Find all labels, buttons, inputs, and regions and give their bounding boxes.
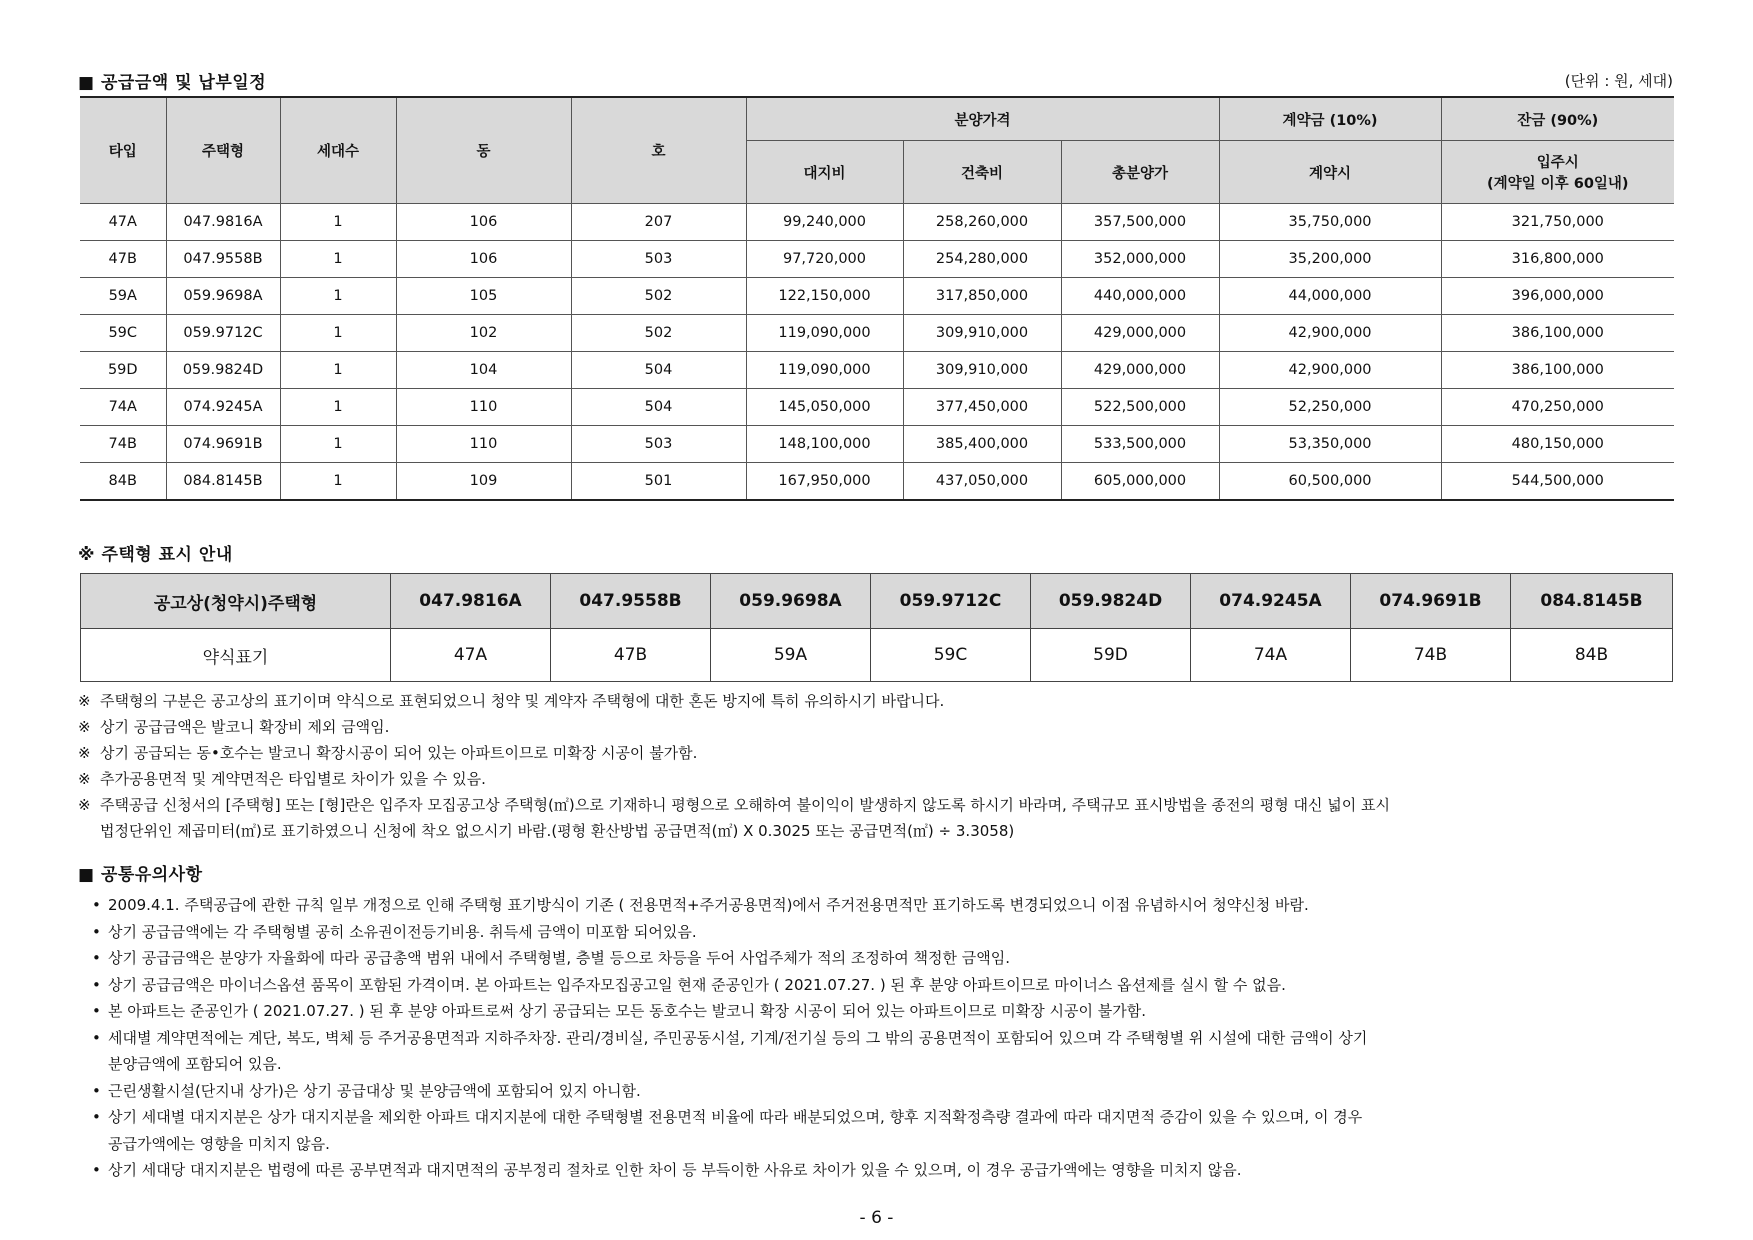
list-item-text: 본 아파트는 준공인가 ( 2021.07.27. ) 된 후 분양 아파트로써 상기 공급되는 모든 동호수는 발코니 확장 시공이 되어 있는 아파트이므로 미확장 시공이 불가함. (108, 1002, 1146, 1020)
header-balance-sub (1441, 141, 1674, 204)
cell-total: 533,500,000 (1061, 426, 1219, 463)
cell-households: 1 (280, 204, 396, 241)
cell-ho: 502 (571, 278, 746, 315)
cell-ho: 501 (571, 463, 746, 501)
cell-building: 385,400,000 (903, 426, 1061, 463)
list-item-text: 상기 공급금액은 마이너스옵션 품목이 포함된 가격이며. 본 아파트는 입주자모집공고일 현재 준공인가 ( 2021.07.27. ) 된 후 분양 아파트이므로 마이너스 옵션제를 실시 할 수 없음. (108, 975, 1286, 994)
cell-dong: 104 (396, 352, 571, 389)
cell-housing: 059.9698A (166, 278, 280, 315)
cell-total: 429,000,000 (1061, 315, 1219, 352)
cell-households: 1 (280, 426, 396, 463)
supply-price-table (80, 96, 1674, 501)
cell-total: 429,000,000 (1061, 352, 1219, 389)
cell-deposit: 35,200,000 (1219, 241, 1441, 278)
supply-price-title: ■ 공급금액 및 납부일정 (78, 73, 267, 93)
guide-short-cell: 47A (391, 629, 551, 682)
guide-short-cell: 74B (1351, 629, 1511, 682)
cell-balance: 386,100,000 (1441, 315, 1674, 352)
list-item-text: 공급가액에는 영향을 미치지 않음. (108, 1134, 330, 1153)
guide-short-cell: 59D (1031, 629, 1191, 682)
list-item (92, 1078, 1677, 1105)
cell-building: 437,050,000 (903, 463, 1061, 501)
cell-households: 1 (280, 278, 396, 315)
header-households: 세대수 (280, 97, 396, 204)
bullet: • (92, 896, 101, 914)
header-dong: 동 (396, 97, 571, 204)
guide-full-cell: 059.9824D (1031, 574, 1191, 629)
cell-ho: 504 (571, 352, 746, 389)
note-text: 주택형의 구분은 공고상의 표기이며 약식으로 표현되었으니 청약 및 계약자 주택형에 대한 혼돈 방지에 특히 유의하시기 바랍니다. (100, 692, 945, 710)
guide-full-cell: 074.9691B (1351, 574, 1511, 629)
cell-total: 357,500,000 (1061, 204, 1219, 241)
cell-land: 148,100,000 (746, 426, 903, 463)
cell-deposit: 42,900,000 (1219, 352, 1441, 389)
guide-full-cell: 059.9698A (711, 574, 871, 629)
list-item-text: 근린생활시설(단지내 상가)은 상기 공급대상 및 분양금액에 포함되어 있지 아니함. (108, 1081, 641, 1100)
list-item-cont (92, 1131, 1677, 1158)
header-price-group: 분양가격 (746, 97, 1219, 141)
list-item-text: 상기 공급금액에는 각 주택형별 공히 소유권이전등기비용. 취득세 금액이 미포함 되어있음. (108, 922, 697, 941)
cell-type: 74A (80, 389, 166, 426)
header-housing-type: 주택형 (166, 97, 280, 204)
common-notes-list (92, 892, 1677, 1184)
cell-type: 84B (80, 463, 166, 501)
note-text: 상기 공급금액은 발코니 확장비 제외 금액임. (100, 718, 390, 736)
header-deposit-group: 계약금 (10%) (1219, 97, 1441, 141)
bullet: • (92, 922, 101, 941)
cell-households: 1 (280, 352, 396, 389)
guide-header-short: 약식표기 (81, 629, 391, 682)
cell-housing: 059.9824D (166, 352, 280, 389)
cell-deposit: 42,900,000 (1219, 315, 1441, 352)
table-row (80, 241, 1674, 278)
cell-balance: 386,100,000 (1441, 352, 1674, 389)
cell-households: 1 (280, 315, 396, 352)
bullet: • (92, 1002, 101, 1020)
note-item (78, 688, 1678, 714)
cell-land: 167,950,000 (746, 463, 903, 501)
header-balance-sub-line1: 입주시 (1536, 155, 1579, 171)
note-item (78, 740, 1678, 766)
guide-full-cell: 084.8145B (1511, 574, 1673, 629)
header-ho: 호 (571, 97, 746, 204)
cell-dong: 106 (396, 241, 571, 278)
cell-balance: 321,750,000 (1441, 204, 1674, 241)
cell-type: 47B (80, 241, 166, 278)
header-land: 대지비 (746, 141, 903, 204)
cell-land: 122,150,000 (746, 278, 903, 315)
table-row (80, 204, 1674, 241)
cell-dong: 109 (396, 463, 571, 501)
cell-deposit: 60,500,000 (1219, 463, 1441, 501)
cell-type: 47A (80, 204, 166, 241)
cell-total: 352,000,000 (1061, 241, 1219, 278)
cell-building: 254,280,000 (903, 241, 1061, 278)
cell-ho: 502 (571, 315, 746, 352)
housing-type-notes (78, 688, 1678, 844)
header-type: 타입 (80, 97, 166, 204)
page-number: - 6 - (859, 1208, 894, 1228)
guide-short-cell: 59A (711, 629, 871, 682)
cell-households: 1 (280, 389, 396, 426)
note-item (78, 714, 1678, 740)
cell-balance: 316,800,000 (1441, 241, 1674, 278)
cell-ho: 207 (571, 204, 746, 241)
list-item (92, 1104, 1677, 1131)
cell-building: 309,910,000 (903, 352, 1061, 389)
cell-deposit: 53,350,000 (1219, 426, 1441, 463)
cell-land: 145,050,000 (746, 389, 903, 426)
cell-housing: 047.9558B (166, 241, 280, 278)
list-item (92, 1025, 1677, 1052)
bullet: • (92, 1028, 101, 1047)
table-row (80, 389, 1674, 426)
cell-total: 440,000,000 (1061, 278, 1219, 315)
cell-land: 119,090,000 (746, 352, 903, 389)
guide-full-cell: 059.9712C (871, 574, 1031, 629)
note-mark: ※ (78, 718, 91, 736)
guide-full-cell: 074.9245A (1191, 574, 1351, 629)
bullet: • (92, 949, 101, 967)
cell-building: 258,260,000 (903, 204, 1061, 241)
table-row (80, 426, 1674, 463)
note-text: 법정단위인 제곱미터(㎡)로 표기하였으니 신청에 착오 없으시기 바람.(평형 환산방법 공급면적(㎡) X 0.3025 또는 공급면적(㎡) ÷ 3.3058) (100, 822, 1015, 840)
note-item (78, 766, 1678, 792)
guide-short-cell: 59C (871, 629, 1031, 682)
cell-balance: 470,250,000 (1441, 389, 1674, 426)
table-row (80, 463, 1674, 501)
cell-total: 522,500,000 (1061, 389, 1219, 426)
cell-households: 1 (280, 463, 396, 501)
table-row (80, 278, 1674, 315)
note-mark: ※ (78, 692, 91, 710)
list-item (92, 1157, 1677, 1184)
list-item (92, 945, 1677, 972)
header-balance-group: 잔금 (90%) (1441, 97, 1674, 141)
cell-ho: 503 (571, 241, 746, 278)
note-text: 주택공급 신청서의 [주택형] 또는 [형]란은 입주자 모집공고상 주택형(㎡)으로 기재하니 평형으로 오해하여 불이익이 발생하지 않도록 하시기 바라며, 주택규모 표시방법을 종전의 평형 대신 넓이 표시 (100, 796, 1391, 814)
cell-dong: 105 (396, 278, 571, 315)
header-total: 총분양가 (1061, 141, 1219, 204)
list-item (92, 919, 1677, 946)
cell-households: 1 (280, 241, 396, 278)
cell-land: 99,240,000 (746, 204, 903, 241)
list-item-text: 분양금액에 포함되어 있음. (108, 1055, 282, 1073)
header-deposit-sub: 계약시 (1219, 141, 1441, 204)
cell-type: 59C (80, 315, 166, 352)
housing-type-guide-table (80, 573, 1673, 682)
cell-housing: 074.9245A (166, 389, 280, 426)
bullet: • (92, 1081, 101, 1100)
guide-full-cell: 047.9558B (551, 574, 711, 629)
cell-dong: 110 (396, 426, 571, 463)
guide-short-cell: 84B (1511, 629, 1673, 682)
cell-building: 377,450,000 (903, 389, 1061, 426)
cell-building: 317,850,000 (903, 278, 1061, 315)
cell-balance: 396,000,000 (1441, 278, 1674, 315)
list-item-text: 상기 세대별 대지지분은 상가 대지지분을 제외한 아파트 대지지분에 대한 주택형별 전용면적 비율에 따라 배분되었으며, 향후 지적확정측량 결과에 따라 대지면적 증감이 있을 수 있으며, 이 경우 (108, 1108, 1363, 1126)
header-building: 건축비 (903, 141, 1061, 204)
list-item (92, 998, 1677, 1025)
note-mark: ※ (78, 796, 91, 814)
cell-type: 74B (80, 426, 166, 463)
note-item-cont (78, 818, 1678, 844)
bullet: • (92, 1108, 101, 1126)
cell-housing: 084.8145B (166, 463, 280, 501)
bullet: • (92, 975, 101, 994)
housing-type-guide-title: ※ 주택형 표시 안내 (78, 545, 233, 565)
guide-short-cell: 47B (551, 629, 711, 682)
cell-land: 119,090,000 (746, 315, 903, 352)
cell-land: 97,720,000 (746, 241, 903, 278)
cell-housing: 047.9816A (166, 204, 280, 241)
cell-deposit: 52,250,000 (1219, 389, 1441, 426)
cell-type: 59D (80, 352, 166, 389)
cell-housing: 074.9691B (166, 426, 280, 463)
common-notes-title: ■ 공통유의사항 (78, 865, 203, 885)
cell-dong: 110 (396, 389, 571, 426)
cell-housing: 059.9712C (166, 315, 280, 352)
note-text: 상기 공급되는 동•호수는 발코니 확장시공이 되어 있는 아파트이므로 미확장 시공이 불가함. (100, 744, 698, 762)
guide-header-full: 공고상(청약시)주택형 (81, 574, 391, 629)
cell-balance: 480,150,000 (1441, 426, 1674, 463)
cell-deposit: 35,750,000 (1219, 204, 1441, 241)
table-row (80, 315, 1674, 352)
note-mark: ※ (78, 744, 91, 762)
note-mark: ※ (78, 770, 91, 788)
cell-total: 605,000,000 (1061, 463, 1219, 501)
cell-dong: 106 (396, 204, 571, 241)
cell-dong: 102 (396, 315, 571, 352)
guide-full-cell: 047.9816A (391, 574, 551, 629)
cell-ho: 503 (571, 426, 746, 463)
guide-short-cell: 74A (1191, 629, 1351, 682)
cell-building: 309,910,000 (903, 315, 1061, 352)
cell-ho: 504 (571, 389, 746, 426)
note-item (78, 792, 1678, 818)
note-text: 추가공용면적 및 계약면적은 타입별로 차이가 있을 수 있음. (100, 770, 486, 788)
list-item-text: 상기 공급금액은 분양가 자율화에 따라 공급총액 범위 내에서 주택형별, 층별 등으로 차등을 두어 사업주체가 적의 조정하여 책정한 금액임. (108, 949, 1011, 967)
list-item-cont (92, 1051, 1677, 1078)
cell-balance: 544,500,000 (1441, 463, 1674, 501)
table-row (80, 352, 1674, 389)
cell-type: 59A (80, 278, 166, 315)
bullet: • (92, 1161, 101, 1179)
list-item-text: 2009.4.1. 주택공급에 관한 규칙 일부 개정으로 인해 주택형 표기방식이 기존 ( 전용면적+주거공용면적)에서 주거전용면적만 표기하도록 변경되었으니 이점 유념하시어 청약신청 바람. (108, 896, 1309, 914)
unit-label: (단위 : 원, 세대) (1564, 72, 1673, 90)
header-balance-sub-line2: (계약일 이후 60일내) (1486, 176, 1629, 192)
list-item (92, 892, 1677, 919)
list-item-text: 상기 세대당 대지지분은 법령에 따른 공부면적과 대지면적의 공부정리 절차로 인한 차이 등 부득이한 사유로 차이가 있을 수 있으며, 이 경우 공급가액에는 영향을 미치지 않음. (108, 1161, 1242, 1179)
list-item-text: 세대별 계약면적에는 계단, 복도, 벽체 등 주거공용면적과 지하주차장. 관리/경비실, 주민공동시설, 기계/전기실 등의 그 밖의 공용면적이 포함되어 있으며 각 주택형별 위 시설에 대한 금액이 상기 (108, 1028, 1368, 1047)
list-item (92, 972, 1677, 999)
cell-deposit: 44,000,000 (1219, 278, 1441, 315)
